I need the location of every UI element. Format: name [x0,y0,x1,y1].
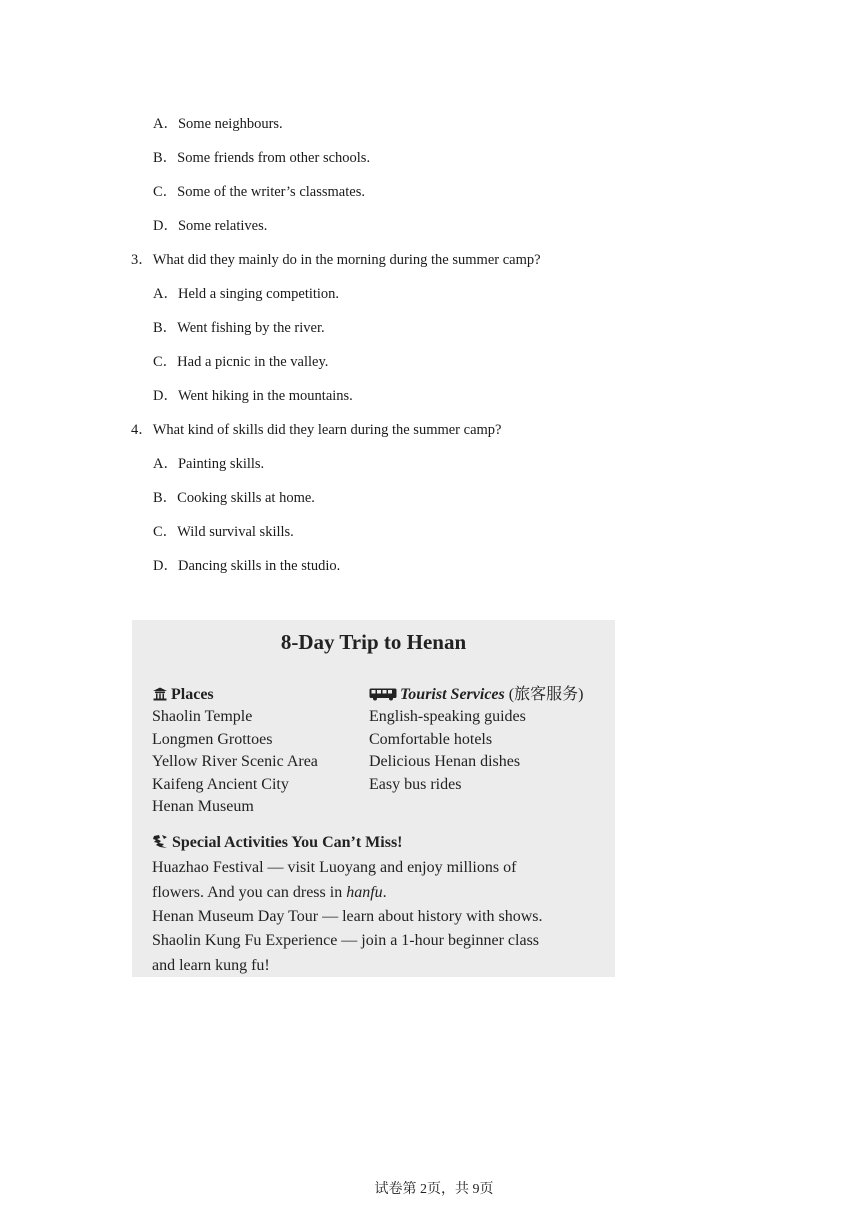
activities-header-label: Special Activities You Can’t Miss! [172,834,403,851]
activity-line [152,883,387,903]
hanfu-term: hanfu [346,884,383,901]
place-item: Kaifeng Ancient City [152,776,289,793]
place-item: Henan Museum [152,798,254,815]
trip-advertisement [132,620,615,977]
q3-option-a: A．Held a singing competition. [153,286,340,302]
q4-option-d: D．Dancing skills in the studio. [153,558,341,574]
activity-text: flowers. And you can dress in [152,884,347,901]
services-header-cn: (旅客服务) [508,686,584,703]
place-item: Shaolin Temple [152,708,253,725]
activity-line: and learn kung fu! [152,957,270,974]
q3-option-c: C．Had a picnic in the valley. [153,354,329,370]
ad-title: 8-Day Trip to Henan [280,630,467,654]
bus-icon [369,687,397,707]
q3-option-d: D．Went hiking in the mountains. [153,388,353,404]
dragon-icon [152,834,169,855]
q3-option-b: B．Went fishing by the river. [153,320,325,336]
activity-line: Shaolin Kung Fu Experience — join a 1-hour beginner class [152,932,540,949]
q3-question: 3．What did they mainly do in the morning during the summer camp? [131,252,541,268]
service-item: Easy bus rides [369,776,462,793]
q4-option-b: B．Cooking skills at home. [153,490,315,506]
services-header [369,685,583,707]
place-item: Yellow River Scenic Area [152,753,318,770]
q2-option-a: A．Some neighbours. [153,116,283,132]
period: . [382,884,387,901]
activity-line: Henan Museum Day Tour — learn about history with shows. [152,908,543,925]
q4-option-a: A．Painting skills. [153,456,265,472]
q4-option-c: C．Wild survival skills. [153,524,294,540]
page-footer: 试卷第 2页，共 9页 [374,1182,494,1197]
q2-option-b: B．Some friends from other schools. [153,150,371,166]
temple-icon [152,687,168,707]
q2-option-c: C．Some of the writer’s classmates. [153,184,365,200]
places-header [152,685,214,707]
q2-option-d: D．Some relatives. [153,218,268,234]
service-item: Comfortable hotels [369,731,493,748]
service-item: Delicious Henan dishes [369,753,521,770]
activities-header [152,833,403,855]
services-header-label: Tourist Services [400,686,505,703]
activity-line: Huazhao Festival — visit Luoyang and enjoy millions of [152,859,517,876]
q4-question: 4．What kind of skills did they learn during the summer camp? [131,422,502,438]
service-item: English-speaking guides [369,708,526,725]
place-item: Longmen Grottoes [152,731,273,748]
places-header-label: Places [171,686,214,703]
